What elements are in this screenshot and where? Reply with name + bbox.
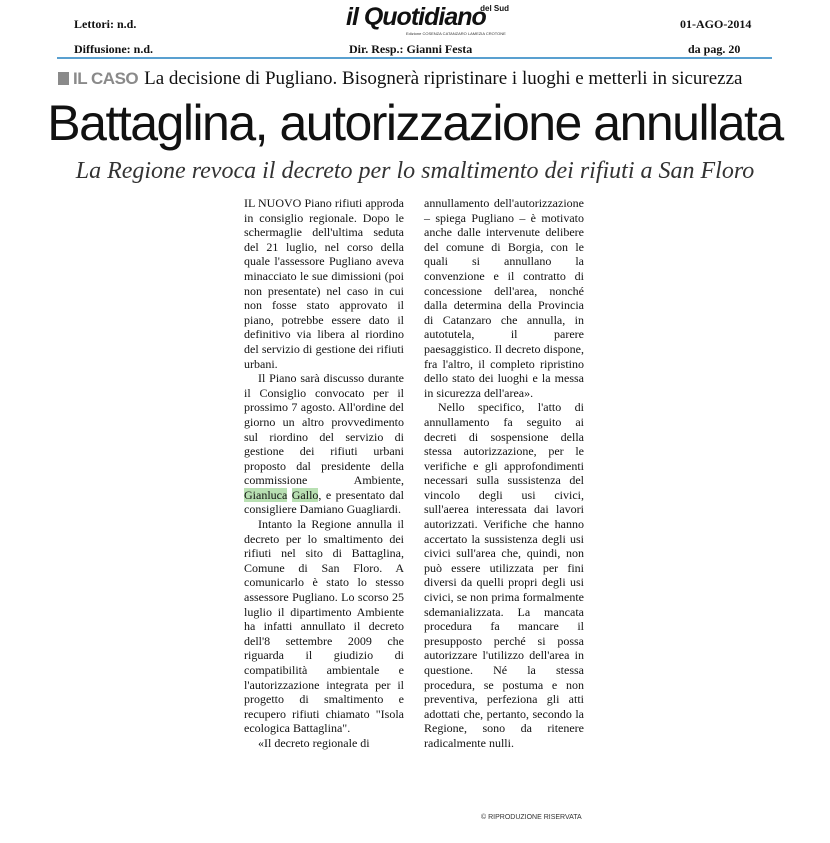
page-ref: da pag. 20 <box>688 42 741 56</box>
header-divider <box>57 57 772 59</box>
copyright-notice: © RIPRODUZIONE RISERVATA <box>481 814 582 821</box>
kicker-row <box>58 68 742 90</box>
col1-paragraph-2-text-a: Il Piano sarà discusso durante il Consiglio convocato per il prossimo 7 agosto. All'ordine del giorno un altro provvedimento sul riordino del servizio di gestione dei rifiuti urbani proposto dal presidente della commissione Ambiente, <box>244 371 404 488</box>
kicker-text: La decisione di Pugliano. Bisognerà ripristinare i luoghi e metterli in sicurezza <box>144 68 743 89</box>
col2-paragraph-2: Nello specifico, l'atto di annullamento fa seguito ai decreti di sospensione della stessa autorizzazione, per le verifiche e gli approfondimenti necessari sulla sussistenza del vincolo degli usi civici, sull'aerea interessata dai lavori autorizzati. Verifiche che hanno accertato la sussistenza degli usi civici sull'area che, quindi, non può essere utilizzata per fini diversi da quelli propri degli usi civici, se non prima formalmente sdemanializzata. La mancata procedura fa mancare il presupposto perché si possa autorizzare l'utilizzo dell'area in questione. Né la stessa procedura, se postuma e non preventiva, perfeziona gli atti adottati che, pertanto, secondo la Regione, sono da ritenere radicalmente nulli. <box>424 400 584 750</box>
highlighted-name-last: Gallo <box>291 487 319 502</box>
article-column-2 <box>424 196 584 751</box>
col1-paragraph-1: IL NUOVO Piano rifiuti approda in consiglio regionale. Dopo le schermaglie dell'ultima seduta del 21 luglio, nel corso della quale l'assessore Pugliano aveva minacciato le sue dimissioni (poi non presentate) nel caso in cui non fosse stato approvato il piano, potrebbe essere dato il definitivo via libera al riordino del servizio di gestione dei rifiuti urbani. <box>244 196 404 371</box>
col2-paragraph-1: annullamento dell'autorizzazione – spiega Pugliano – è motivato anche dalle intervenute delibere del comune di Borgia, con le quali si annullano la convenzione e il contratto di concessione dell'area, nonché dalla determina della Provincia di Catanzaro che annulla, in autotutela, il parere paesaggistico. Il decreto dispone, fra l'altro, il completo ripristino dello stato dei luoghi e la messa in sicurezza dell'area». <box>424 196 584 400</box>
director-label: Dir. Resp.: Gianni Festa <box>349 42 473 56</box>
logo-title: il Quotidiano <box>346 3 486 31</box>
issue-date: 01-AGO-2014 <box>680 17 752 31</box>
logo-subtitle: del Sud <box>480 4 509 13</box>
col1-paragraph-2-text-b: , e presentato dal consigliere Damiano Guagliardi. <box>244 487 404 517</box>
lettori-label: Lettori: n.d. <box>74 17 137 31</box>
col1-paragraph-4: «Il decreto regionale di <box>258 735 370 750</box>
col1-paragraph-3: Intanto la Regione annulla il decreto per lo smaltimento dei rifiuti nel sito di Battaglina, Comune di San Floro. A comunicarlo è stato lo stesso assessore Pugliano. Lo scorso 25 luglio il dipartimento Ambiente ha infatti annullato il decreto dell'8 settembre 2009 che riguarda il giudizio di compatibilità ambientale e l'autorizzazione integrata per il progetto di smaltimento e recupero rifiuti chiamato "Isola ecologica Battaglina". <box>244 517 404 736</box>
kicker-label: IL CASO <box>73 69 139 88</box>
col1-paragraph-2 <box>244 371 404 517</box>
highlighted-name-first: Gianluca <box>244 487 288 502</box>
article-subheadline: La Regione revoca il decreto per lo smaltimento dei rifiuti a San Floro <box>75 158 755 184</box>
article-headline: Battaglina, autorizzazione annullata <box>47 95 783 151</box>
newspaper-logo <box>346 4 511 40</box>
article-column-1 <box>244 196 404 751</box>
diffusione-label: Diffusione: n.d. <box>74 42 154 56</box>
kicker-square-icon <box>58 72 69 85</box>
logo-edition-tag: Edizione COSENZA CATANZARO LAMEZIA CROTONE <box>406 31 506 36</box>
